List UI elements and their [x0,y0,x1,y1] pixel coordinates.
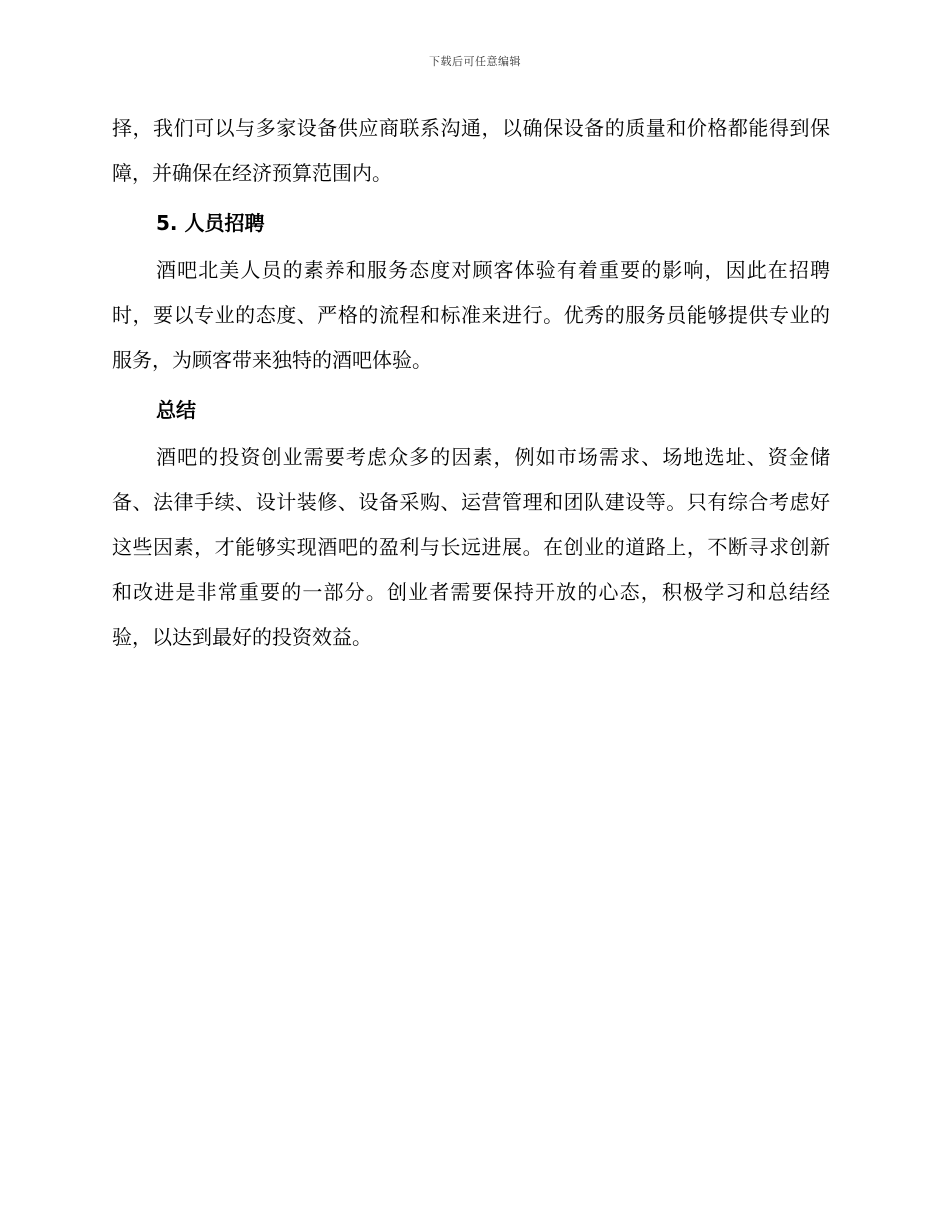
page-header: 下载后可任意编辑 [429,55,521,68]
document-body [112,106,830,660]
paragraph-staff-recruitment: 酒吧北美人员的素养和服务态度对顾客体验有着重要的影响，因此在招聘时，要以专业的态度、严格的流程和标准来进行。优秀的服务员能够提供专业的服务，为顾客带来独特的酒吧体验。 [112,258,830,372]
paragraph-summary: 酒吧的投资创业需要考虑众多的因素，例如市场需求、场地选址、资金储备、法律手续、设计装修、设备采购、运营管理和团队建设等。只有综合考虑好这些因素，才能够实现酒吧的盈利与长远进展。在创业的道路上，不断寻求创新和改进是非常重要的一部分。创业者需要保持开放的心态，积极学习和总结经验，以达到最好的投资效益。 [112,445,830,649]
section-heading-summary: 总结 [156,398,196,422]
section-heading-staff-recruitment: 5. 人员招聘 [156,211,265,235]
paragraph-equipment-continued: 择，我们可以与多家设备供应商联系沟通，以确保设备的质量和价格都能得到保障，并确保在经济预算范围内。 [112,116,830,185]
